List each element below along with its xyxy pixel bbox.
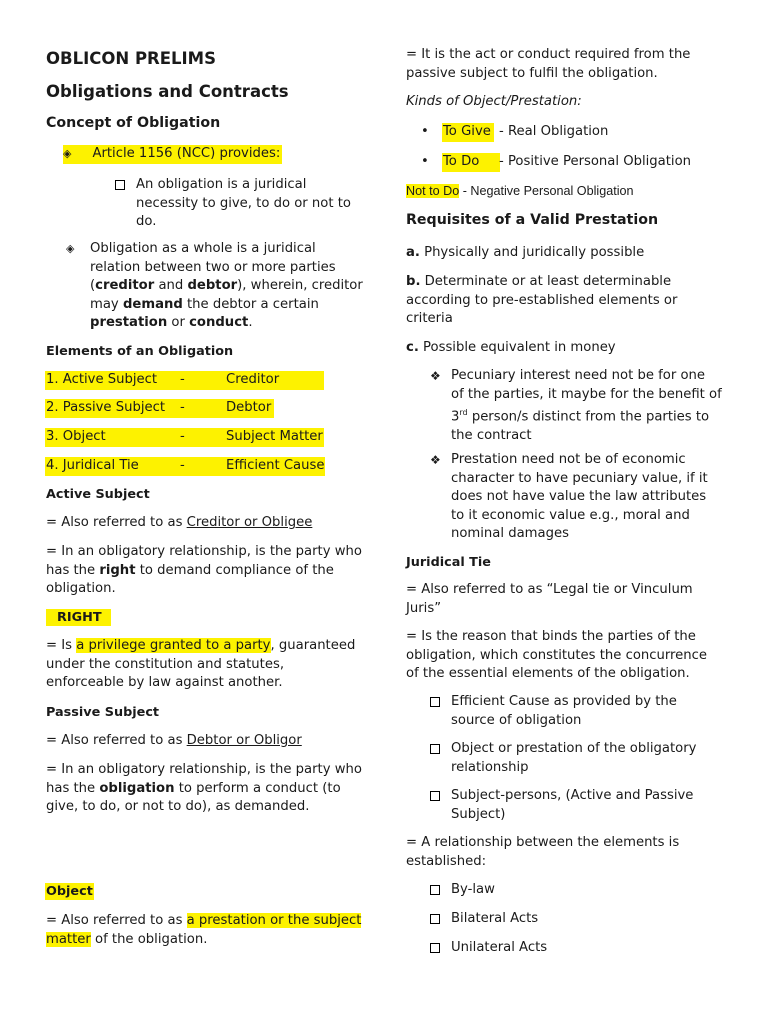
doc-title: OBLICON PRELIMS <box>46 49 216 68</box>
element-row: 1. Active Subject - Creditor <box>45 371 324 390</box>
element-row: 4. Juridical Tie - Efficient Cause <box>45 457 325 476</box>
not-to-do-item: Not to Do - Negative Personal Obligation <box>406 184 634 198</box>
right-desc: = Is a privilege granted to a party, guaranteed under the constitution and statutes, enforceable by law against another. <box>46 638 356 690</box>
whole-line: prestation or conduct. <box>90 315 253 330</box>
diamond-bullet-icon: ◈ <box>66 242 75 255</box>
article-label: Article 1156 (NCC) provides: <box>92 146 281 161</box>
dot-bullet-icon: • <box>421 124 429 139</box>
article-sub-line: do. <box>136 214 157 229</box>
juridical-aka: = Also referred to as “Legal tie or Vinculum Juris” <box>406 582 693 616</box>
right-heading: RIGHT <box>46 609 111 626</box>
requisites-heading: Requisites of a Valid Prestation <box>406 212 659 228</box>
requisite-b: b. Determinate or at least determinable according to pre-established elements or criteria <box>406 274 678 326</box>
checkbox-icon <box>115 180 125 190</box>
element-row: 2. Passive Subject - Debtor <box>45 399 274 418</box>
checkbox-icon <box>430 943 440 953</box>
whole-line: relation between two or more parties <box>90 259 336 275</box>
object-intro: = It is the act or conduct required from the passive subject to fulfil the obligation. <box>406 47 691 81</box>
four-point-star-icon: ❖ <box>430 369 441 383</box>
checkbox-icon <box>430 697 440 707</box>
object-heading: Object <box>46 884 93 899</box>
whole-line: Obligation as a whole is a juridical <box>90 241 316 256</box>
juridical-tie-heading: Juridical Tie <box>406 555 491 570</box>
passive-aka: = Also referred to as Debtor or Obligor <box>46 733 302 748</box>
article-item <box>63 145 282 164</box>
relationship-text: = A relationship between the elements is established: <box>406 835 680 869</box>
whole-line: may demand the debtor a certain <box>90 296 319 312</box>
whole-line: (creditor and debtor), wherein, creditor <box>90 278 363 293</box>
element-row: 3. Object - Subject Matter <box>45 428 324 447</box>
active-aka: = Also referred to as Creditor or Obligee <box>46 515 313 530</box>
checkbox-icon <box>430 791 440 801</box>
requisite-a: a. Physically and juridically possible <box>406 245 645 260</box>
checkbox-icon <box>430 885 440 895</box>
checkbox-icon <box>430 744 440 754</box>
doc-subtitle: Obligations and Contracts <box>46 82 289 101</box>
elements-heading: Elements of an Obligation <box>46 344 234 359</box>
checkbox-icon <box>430 914 440 924</box>
passive-subject-heading: Passive Subject <box>46 705 160 720</box>
requisite-c: c. Possible equivalent in money <box>406 340 616 355</box>
active-subject-heading: Active Subject <box>46 487 150 502</box>
diamond-bullet-icon: ◈ <box>63 147 72 160</box>
article-sub-line: An obligation is a juridical <box>136 177 307 192</box>
concept-heading: Concept of Obligation <box>46 115 221 131</box>
passive-desc: = In an obligatory relationship, is the party who has the obligation to perform a conduct (to give, to do, or not to do), as demanded. <box>46 762 362 814</box>
article-sub-line: necessity to give, to do or not to <box>136 195 351 211</box>
active-desc: = In an obligatory relationship, is the party who has the right to demand compliance of the obligation. <box>46 544 362 596</box>
four-point-star-icon: ❖ <box>430 453 441 467</box>
dot-bullet-icon: • <box>421 154 429 169</box>
object-desc: = Also referred to as a prestation or the subject matter of the obligation. <box>46 913 362 947</box>
juridical-reason: = Is the reason that binds the parties of the obligation, which constitutes the concurrence of the essential elements of the obligation. <box>406 629 708 681</box>
kinds-heading: Kinds of Object/Prestation: <box>406 94 582 109</box>
